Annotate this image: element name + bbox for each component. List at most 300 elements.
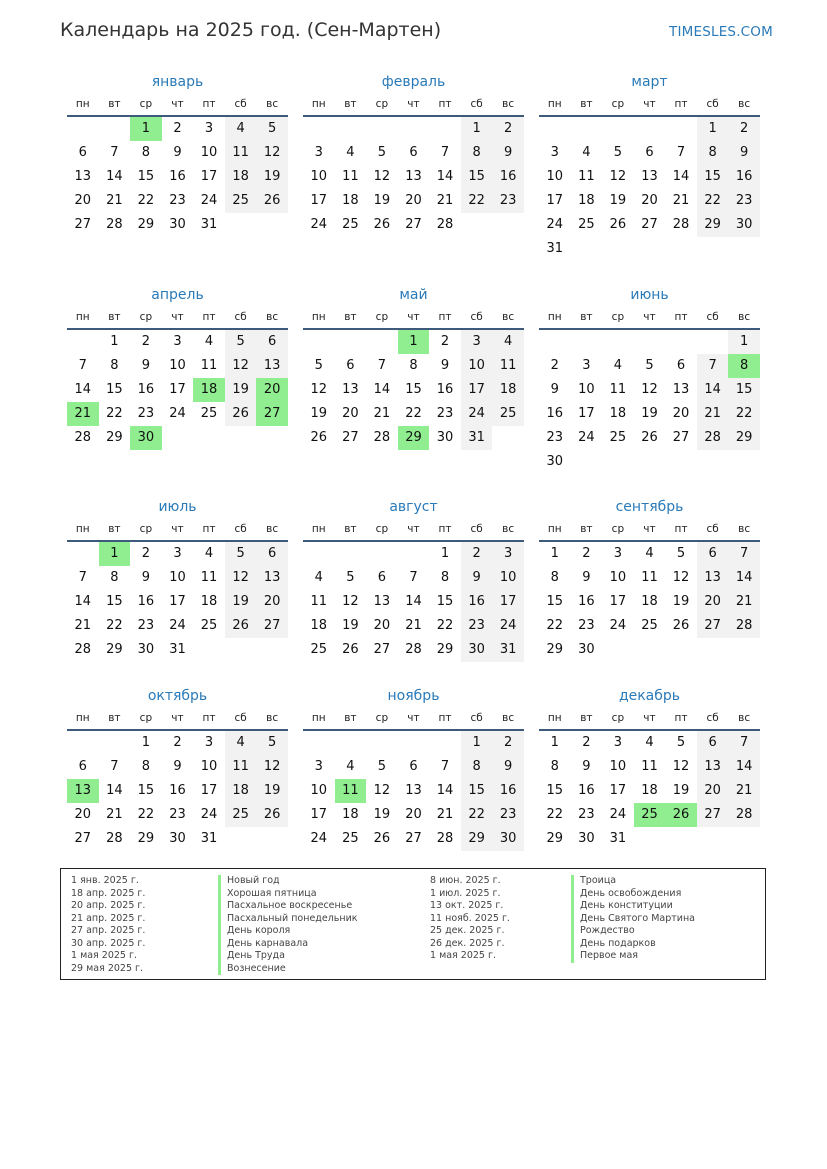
weekday-label: сб [470,712,483,724]
day-cell: 17 [492,590,524,614]
day-cell: 29 [106,642,123,657]
day-cell: 24 [169,618,186,633]
weekday-label: пт [202,98,216,110]
day-cell: 6 [645,145,654,160]
day-cell: 24 [200,807,218,822]
day-cell: 20 [342,406,359,421]
weekday-label: пн [547,311,562,323]
day-cell: 8 [110,358,119,373]
day-cell: 16 [461,590,493,614]
day-cell: 15 [137,783,155,798]
weekday-label: пн [75,523,90,535]
weekday-label: чт [171,98,184,110]
empty-cell [492,426,524,450]
weekday-label: ср [375,311,389,323]
empty-cell [303,117,335,141]
day-cell: 13 [74,169,92,184]
day-cell: 27 [641,217,658,232]
day-cell: 7 [728,542,760,566]
day-cell: 30 [169,217,186,232]
day-cell: 23 [728,189,760,213]
day-cell: 8 [440,570,450,585]
weekday-label: вт [108,523,121,535]
month-block [539,498,760,662]
empty-cell [602,450,634,474]
day-cell: 19 [225,590,257,614]
day-cell: 20 [405,193,422,208]
day-cell: 30 [492,827,524,851]
day-cell: 9 [461,566,493,590]
empty-cell [99,117,131,141]
day-cell: 9 [173,759,182,774]
day-cell: 26 [641,430,658,445]
day-cell: 11 [609,382,627,397]
day-cell: 28 [672,217,690,232]
weekday-header [303,711,524,731]
weekday-label: вт [108,98,121,110]
day-grid [67,330,288,450]
day-cell: 6 [697,542,729,566]
legend-holiday-name: День короля [218,925,358,938]
day-cell: 9 [582,570,591,585]
day-cell: 23 [578,618,595,633]
day-cell: 1 [728,330,760,354]
day-cell: 2 [582,735,591,750]
day-cell: 17 [200,169,218,184]
day-grid [303,117,524,237]
day-grid [539,731,760,851]
day-cell: 18 [641,594,658,609]
weekday-label: пт [438,311,452,323]
weekday-label: сб [234,311,247,323]
day-cell: 19 [225,378,257,402]
day-cell: 7 [676,145,686,160]
day-cell: 23 [546,430,564,445]
month-name: январь [151,74,204,90]
legend-date: 30 апр. 2025 г. [71,937,146,949]
day-cell: 12 [310,382,328,397]
day-cell: 6 [697,731,729,755]
day-cell: 29 [546,642,564,657]
day-grid [539,542,760,662]
weekday-label: вс [502,523,515,535]
day-cell: 21 [373,406,391,421]
weekday-label: ср [139,311,153,323]
empty-cell [571,450,603,474]
day-cell: 4 [645,735,654,750]
day-cell: 17 [200,783,218,798]
weekday-label: вс [266,523,279,535]
day-cell: 25 [578,217,595,232]
day-cell: 12 [373,169,391,184]
day-cell: 5 [256,117,288,141]
weekday-label: ср [139,712,153,724]
day-cell: 28 [728,614,760,638]
day-cell: 16 [436,382,454,397]
day-cell: 17 [169,382,186,397]
day-cell: 26 [256,189,288,213]
day-cell: 20 [697,590,729,614]
day-cell: 24 [310,831,328,846]
day-cell: 4 [225,731,257,755]
weekday-label: вт [580,98,593,110]
weekday-label: ср [139,98,153,110]
day-cell: 1 [141,735,151,750]
day-cell: 29 [728,426,760,450]
day-cell: 30 [137,642,155,657]
day-cell: 29 [137,217,155,232]
day-cell: 27 [256,614,288,638]
weekday-label: сб [470,311,483,323]
day-grid [303,542,524,662]
day-cell: 20 [405,807,422,822]
day-cell: 31 [169,642,186,657]
legend-holiday-name: Рождество [571,925,695,938]
weekday-label: ср [375,98,389,110]
day-cell: 1 [550,735,559,750]
day-cell: 15 [436,594,454,609]
month-block [67,286,288,450]
day-grid [67,117,288,237]
day-cell: 20 [256,378,288,402]
day-cell: 14 [697,378,729,402]
day-cell: 18 [342,193,359,208]
day-cell: 21 [436,193,454,208]
legend-holiday-name: Пасхальный понедельник [218,913,358,926]
day-cell: 25 [200,618,218,633]
day-cell: 20 [74,193,92,208]
empty-cell [602,638,634,662]
day-cell: 2 [582,546,591,561]
day-cell: 24 [492,614,524,638]
weekday-label: чт [171,523,184,535]
day-cell: 29 [106,430,123,445]
day-cell: 16 [169,783,186,798]
day-cell: 2 [461,542,493,566]
weekday-label: чт [643,98,656,110]
empty-cell [162,426,194,450]
day-cell: 18 [225,165,257,189]
day-cell: 18 [193,378,225,402]
day-cell: 9 [440,358,450,373]
legend-holiday-name: Пасхальное воскресенье [218,900,358,913]
weekday-label: ср [611,311,625,323]
day-cell: 11 [200,570,218,585]
weekday-label: вс [502,98,515,110]
empty-cell [602,117,634,141]
legend-date: 18 апр. 2025 г. [71,887,146,899]
day-cell: 12 [672,759,690,774]
day-cell: 16 [137,382,155,397]
day-cell: 17 [609,594,627,609]
day-cell: 28 [728,803,760,827]
day-cell: 13 [373,594,391,609]
day-cell: 25 [492,402,524,426]
weekday-header [67,711,288,731]
day-cell: 16 [546,406,564,421]
day-cell: 10 [609,759,627,774]
month-block [539,73,760,261]
brand-link[interactable]: TIMESLES.COM [669,24,773,40]
day-cell: 9 [550,382,559,397]
empty-cell [665,450,697,474]
day-cell: 2 [141,334,151,349]
day-cell: 22 [546,807,564,822]
day-cell: 26 [665,803,697,827]
day-cell: 21 [697,402,729,426]
day-cell: 26 [373,831,391,846]
day-cell: 8 [550,570,559,585]
day-cell: 12 [672,570,690,585]
day-cell: 16 [492,165,524,189]
empty-cell [728,827,760,851]
weekday-label: сб [234,98,247,110]
day-cell: 19 [641,406,658,421]
day-cell: 25 [634,803,666,827]
weekday-label: пт [438,523,452,535]
day-cell: 12 [373,783,391,798]
month-name: февраль [381,74,446,90]
day-cell: 4 [225,117,257,141]
day-cell: 24 [609,807,627,822]
empty-cell [398,542,430,566]
empty-cell [335,731,367,755]
day-cell: 27 [405,831,422,846]
day-cell: 26 [225,402,257,426]
legend-date: 27 апр. 2025 г. [71,925,146,936]
day-cell: 31 [492,638,524,662]
empty-cell [571,330,603,354]
empty-cell [366,117,398,141]
weekday-label: вс [738,98,751,110]
day-cell: 22 [137,193,155,208]
month-name: август [389,499,438,515]
day-cell: 20 [641,193,658,208]
day-cell: 24 [578,430,595,445]
empty-cell [602,237,634,261]
day-cell: 5 [225,542,257,566]
day-cell: 5 [256,731,288,755]
weekday-header [67,310,288,330]
empty-cell [99,731,131,755]
day-cell: 25 [200,406,218,421]
day-cell: 15 [461,779,493,803]
weekday-label: вт [344,712,357,724]
day-cell: 17 [461,378,493,402]
day-cell: 22 [546,618,564,633]
weekday-label: сб [470,98,483,110]
day-cell: 6 [78,145,87,160]
day-cell: 3 [173,546,182,561]
day-cell: 4 [492,330,524,354]
day-cell: 2 [141,546,151,561]
day-cell: 24 [169,406,186,421]
day-cell: 7 [440,145,450,160]
weekday-label: пн [547,98,562,110]
legend-date: 1 июл. 2025 г. [430,887,501,899]
day-cell: 30 [728,213,760,237]
day-cell: 26 [672,618,690,633]
empty-cell [602,330,634,354]
day-cell: 2 [173,735,182,750]
empty-cell [303,330,335,354]
empty-cell [697,827,729,851]
day-cell: 8 [141,759,151,774]
day-cell: 28 [106,831,123,846]
empty-cell [539,330,571,354]
day-cell: 5 [314,358,323,373]
day-cell: 11 [578,169,595,184]
empty-cell [634,450,666,474]
day-cell: 21 [672,193,690,208]
day-cell: 3 [204,121,214,136]
day-cell: 21 [67,402,99,426]
empty-cell [697,237,729,261]
day-cell: 14 [373,382,391,397]
day-cell: 30 [578,831,595,846]
day-cell: 5 [377,759,387,774]
day-cell: 22 [106,406,123,421]
empty-cell [697,638,729,662]
day-cell: 7 [78,358,87,373]
day-cell: 19 [256,165,288,189]
empty-cell [665,237,697,261]
day-cell: 10 [200,145,218,160]
day-cell: 23 [137,618,155,633]
day-cell: 12 [342,594,359,609]
day-cell: 12 [256,755,288,779]
weekday-label: вс [738,712,751,724]
day-cell: 13 [405,783,422,798]
day-cell: 17 [310,807,328,822]
day-cell: 8 [141,145,151,160]
weekday-label: вс [738,311,751,323]
day-grid [539,330,760,474]
empty-cell [665,827,697,851]
weekday-label: сб [706,311,719,323]
day-cell: 5 [225,330,257,354]
weekday-label: ср [375,712,389,724]
day-cell: 4 [204,546,214,561]
empty-cell [366,542,398,566]
day-cell: 8 [550,759,559,774]
empty-cell [728,450,760,474]
day-cell: 17 [609,783,627,798]
month-name: ноябрь [387,688,440,704]
day-cell: 28 [405,642,422,657]
day-cell: 18 [492,378,524,402]
day-cell: 23 [169,193,186,208]
day-cell: 30 [169,831,186,846]
month-name: март [631,74,668,90]
day-cell: 14 [74,382,92,397]
day-cell: 5 [645,358,654,373]
legend-holiday-name: Первое мая [571,950,695,963]
weekday-label: пт [202,311,216,323]
empty-cell [634,237,666,261]
day-cell: 10 [310,169,328,184]
day-cell: 6 [78,759,87,774]
day-cell: 25 [342,217,359,232]
weekday-label: чт [643,523,656,535]
weekday-label: сб [470,523,483,535]
day-cell: 29 [697,213,729,237]
weekday-header [67,522,288,542]
day-cell: 27 [697,803,729,827]
weekday-header [303,310,524,330]
day-cell: 16 [578,783,595,798]
day-cell: 25 [342,831,359,846]
legend-holiday-name: День карнавала [218,938,358,951]
legend-date: 25 дек. 2025 г. [430,925,505,936]
day-cell: 18 [342,807,359,822]
day-grid [303,731,524,851]
empty-cell [366,330,398,354]
day-cell: 1 [697,117,729,141]
day-cell: 25 [609,430,627,445]
day-cell: 22 [697,189,729,213]
day-cell: 11 [641,570,658,585]
day-cell: 8 [697,141,729,165]
day-cell: 3 [461,330,493,354]
day-cell: 10 [609,570,627,585]
day-cell: 23 [169,807,186,822]
month-name: май [399,287,428,303]
day-cell: 15 [405,382,422,397]
day-cell: 11 [342,169,359,184]
day-cell: 15 [546,783,564,798]
day-cell: 7 [728,731,760,755]
day-cell: 13 [256,566,288,590]
day-cell: 8 [461,755,493,779]
day-cell: 6 [346,358,355,373]
empty-cell [634,330,666,354]
day-cell: 16 [492,779,524,803]
day-cell: 2 [173,121,182,136]
day-cell: 30 [461,638,493,662]
day-cell: 18 [225,779,257,803]
weekday-label: чт [643,311,656,323]
day-cell: 24 [609,618,627,633]
day-cell: 10 [492,566,524,590]
empty-cell [492,213,524,237]
day-cell: 6 [377,570,387,585]
weekday-label: ср [375,523,389,535]
weekday-label: вт [108,712,121,724]
day-cell: 16 [169,169,186,184]
day-cell: 5 [676,735,686,750]
day-cell: 28 [74,430,92,445]
legend-holiday-name: День конституции [571,900,695,913]
weekday-label: вт [344,523,357,535]
day-cell: 12 [609,169,627,184]
day-cell: 24 [310,217,328,232]
empty-cell [256,426,288,450]
weekday-label: чт [407,311,420,323]
empty-cell [728,237,760,261]
day-cell: 12 [256,141,288,165]
day-cell: 20 [672,406,690,421]
day-cell: 1 [461,731,493,755]
day-cell: 5 [676,546,686,561]
weekday-label: вт [108,311,121,323]
day-cell: 4 [346,145,355,160]
month-name: июль [158,499,197,515]
empty-cell [665,638,697,662]
day-cell: 7 [409,570,418,585]
weekday-label: ср [611,98,625,110]
day-cell: 29 [137,831,155,846]
